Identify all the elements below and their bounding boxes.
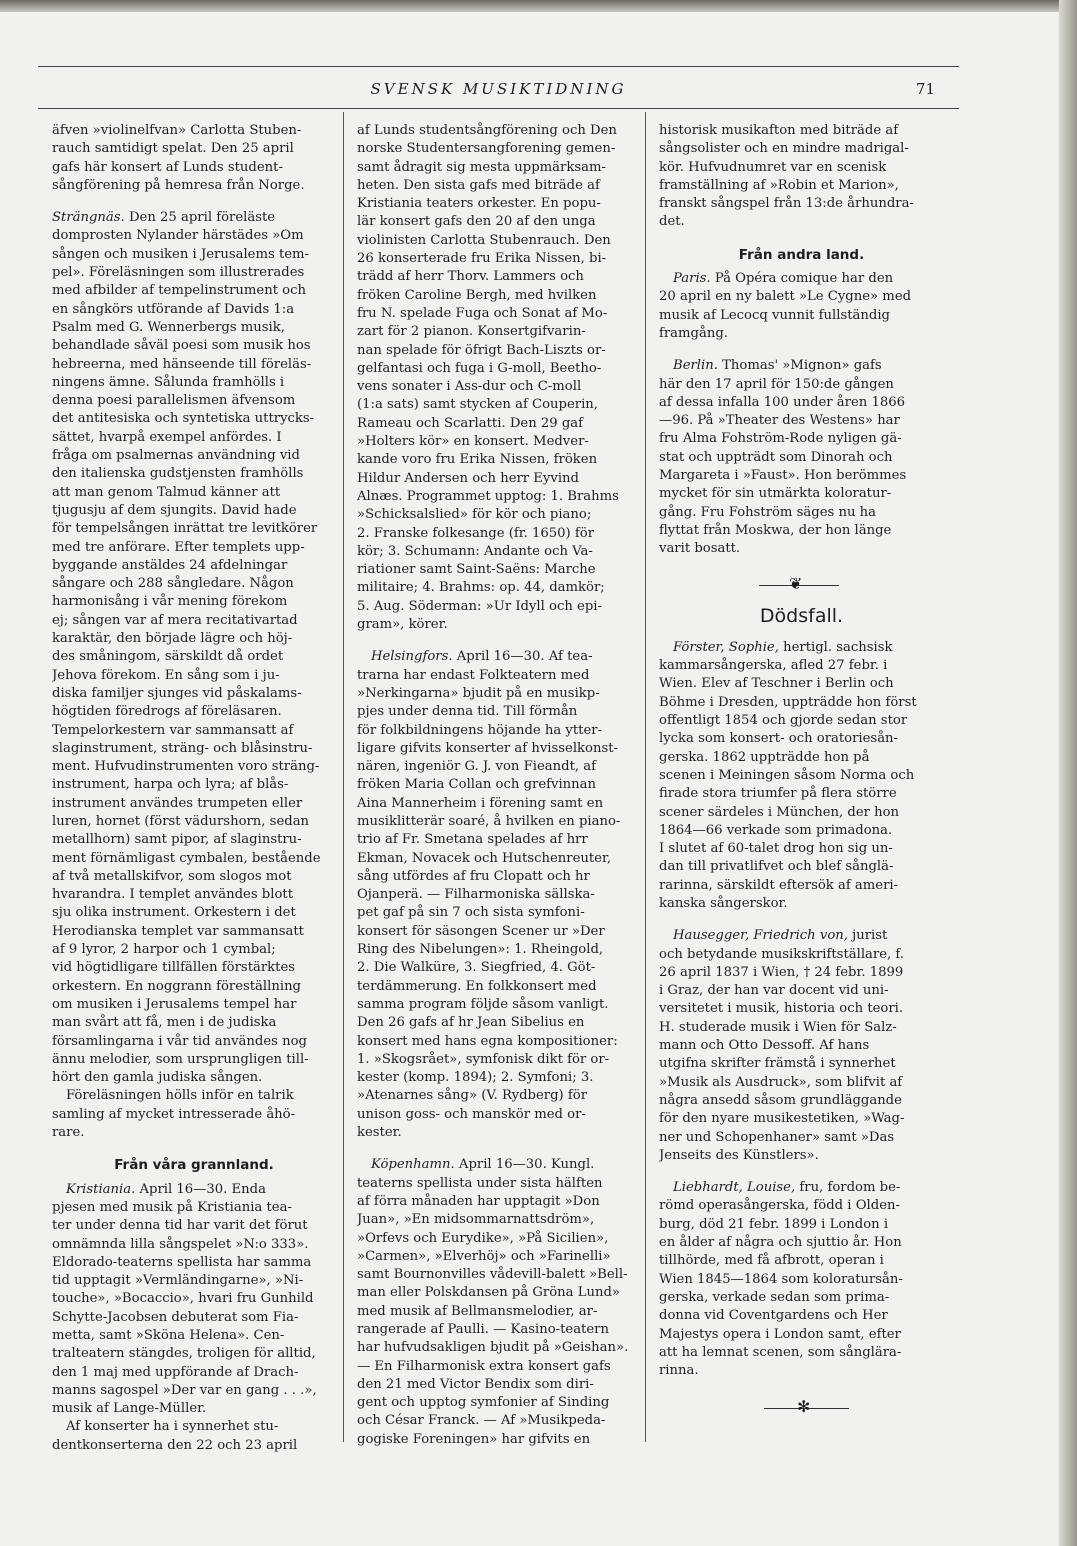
- text-line: sångförening på hemresa från Norge.: [52, 177, 305, 193]
- text-line: samt Bournonvilles vådevill-balett »Bell-: [357, 1267, 628, 1283]
- text-line: med afbilder af tempelinstrument och: [52, 283, 307, 299]
- text-line: denna poesi parallelismen äfvensom: [52, 393, 296, 409]
- text-line: terdämmerung. En folkkonsert med: [357, 978, 597, 994]
- text-line: diska familjer sjunges vid påskalams-: [52, 685, 302, 701]
- text-line: 26 april 1837 i Wien, † 24 febr. 1899: [659, 964, 904, 980]
- text-line: Rameau och Scarlatti. Den 29 gaf: [357, 415, 584, 431]
- text-line: Den 26 gafs af hr Jean Sibelius en: [357, 1015, 585, 1031]
- text-line: för folkbildningens höjande ha ytter-: [357, 722, 603, 738]
- text-line: »Schicksalslied» för kör och piano;: [357, 507, 592, 523]
- place-name: Helsingfors.: [371, 649, 453, 665]
- text-line: Ring des Nibelungen»: 1. Rheingold,: [357, 942, 604, 958]
- text-line: äfven »violinelfvan» Carlotta Stuben-: [52, 123, 302, 138]
- column-2: [357, 122, 637, 1449]
- text-line: Schytte-Jacobsen debuterat som Fia-: [52, 1309, 299, 1325]
- running-header: [38, 80, 959, 102]
- text-line: hvarandra. I templet användes blott: [52, 887, 293, 903]
- text-line: rare.: [52, 1125, 85, 1141]
- text-line: med tre anförare. Efter templets upp-: [52, 539, 305, 555]
- text-line: rarinna, särskildt eftersök af ameri-: [659, 877, 899, 893]
- text-line: fråga om psalmernas användning vid: [52, 448, 300, 464]
- text-line: metallhorn) samt pipor, af slaginstru-: [52, 832, 302, 848]
- text-line: lycka som konsert- och oratoriesån-: [659, 731, 899, 747]
- place-name: Paris.: [673, 271, 711, 287]
- text-line: riationer samt Saint-Saëns: Marche: [357, 562, 596, 578]
- text-line: Wien 1845—1864 som koloratursån-: [659, 1271, 903, 1287]
- text-line: lär konsert gafs den 20 af den unga: [357, 214, 596, 230]
- text-line: ter under denna tid har varit det förut: [52, 1218, 308, 1234]
- text-line: en ålder af några och sjuttio år. Hon: [659, 1235, 902, 1251]
- text-line: metta, samt »Sköna Helena». Cen-: [52, 1328, 285, 1343]
- text-line: af Lunds studentsångförening och Den: [357, 123, 617, 138]
- text-line: dan till privatlifvet och blef sånglä-: [659, 859, 894, 875]
- text-line: harmonisång i vår mening förekom: [52, 594, 288, 610]
- text-line: kester.: [357, 1125, 402, 1141]
- text-line: byggande anstäldes 24 afdelningar: [52, 557, 288, 573]
- text-line: tralteatern stängdes, troligen för alltid,: [52, 1346, 316, 1362]
- text-line: gent och upptog symfonier af Sinding: [357, 1395, 610, 1411]
- text-line: sju olika instrument. Orkestern i det: [52, 905, 296, 921]
- text-line: gram», körer.: [357, 617, 448, 633]
- publication-title: SVENSK MUSIKTIDNING: [370, 80, 627, 98]
- text-line: sångsolister och en mindre madrigal-: [659, 141, 909, 157]
- text-line: mycket för sin utmärkta koloratur-: [659, 486, 892, 502]
- text-line: 5. Aug. Söderman: »Ur Idyll och epi-: [357, 598, 602, 614]
- text-line: militaire; 4. Brahms: op. 44, damkör;: [357, 580, 605, 596]
- text-line: Ekman, Novacek och Hutschenreuter,: [357, 850, 612, 866]
- text-line: rangerade af Paulli. — Kasino-teatern: [357, 1322, 609, 1337]
- text-line: »Holters kör» en konsert. Medver-: [357, 434, 589, 450]
- text-line: kör. Hufvudnumret var en scenisk: [659, 159, 887, 175]
- text-line: gerska. 1862 uppträdde hon på: [659, 749, 870, 765]
- text-line: af förra månaden har upptagit »Don: [357, 1193, 600, 1209]
- text-line: omnämnda lilla sångspelet »N:o 333».: [52, 1236, 309, 1252]
- person-name: Hausegger, Friedrich von,: [673, 928, 848, 944]
- column-divider: [645, 112, 646, 1442]
- text-line: ännu melodier, som ursprungligen till-: [52, 1051, 309, 1067]
- section-heading-large: Dödsfall.: [759, 604, 844, 627]
- text-line: instrument, harpa och lyra; af blås-: [52, 777, 289, 793]
- text-line: zart för 2 pianon. Konsertgifvarin-: [357, 324, 586, 340]
- text-line: 1864—66 verkade som primadona.: [659, 822, 893, 838]
- text-line: pel». Föreläsningen som illustrerades: [52, 265, 305, 281]
- text-line: historisk musikafton med biträde af: [659, 123, 899, 138]
- text-line: gerska, verkade sedan som prima-: [659, 1289, 890, 1305]
- text-line: »Orfevs och Eurydike», »På Sicilien»,: [357, 1230, 609, 1246]
- text-line: af 9 lyror, 2 harpor och 1 cymbal;: [52, 942, 276, 958]
- text-line: Hildur Andersen och herr Eyvind: [357, 470, 579, 486]
- text-line: konsert för säsongen Scener ur »Der: [357, 923, 605, 939]
- ornament-icon: ❦: [789, 573, 803, 593]
- top-rule: [38, 66, 959, 67]
- text-line: Strängnäs. Den 25 april föreläste: [52, 210, 276, 226]
- text-line: några ansedd såsom grundläggande: [659, 1092, 902, 1108]
- text-line: vid högtidligare tillfällen förstärktes: [52, 960, 296, 976]
- text-line: trarna har endast Folkteatern med: [357, 667, 590, 683]
- text-line: att ha lemnat scenen, som sånglära-: [659, 1344, 902, 1360]
- text-line: scener särdeles i München, der hon: [659, 804, 900, 820]
- text-line: högtiden föredrogs af föreläsaren.: [52, 704, 282, 720]
- text-line: musiklitterär soaré, å hvilken en piano-: [357, 813, 621, 829]
- text-line: manns sagospel »Der var en gang . . .»,: [52, 1382, 317, 1398]
- person-name: Förster, Sophie,: [673, 639, 779, 655]
- text-line: — En Filharmonisk extra konsert gafs: [357, 1358, 611, 1374]
- text-line: den 21 med Victor Bendix som diri-: [357, 1376, 594, 1392]
- header-rule: [38, 108, 959, 109]
- text-line: nan spelade för öfrigt Bach-Liszts or-: [357, 342, 606, 358]
- text-line: teaterns spellista under sista hälften: [357, 1175, 603, 1191]
- text-line: har hufvudsakligen bjudit på »Geishan».: [357, 1340, 629, 1356]
- text-line: utgifna skrifter främstå i synnerhet: [659, 1056, 896, 1072]
- text-line: orkestern. En noggrann föreställning: [52, 978, 302, 994]
- text-line: 1. »Skogsrået», symfonisk dikt för or-: [357, 1051, 610, 1067]
- text-line: med musik af Bellmansmelodier, ar-: [357, 1303, 598, 1319]
- text-line: des småningom, särskildt då ordet: [52, 649, 284, 665]
- text-line: Tempelorkestern var sammansatt af: [52, 722, 294, 738]
- text-line: slaginstrument, sträng- och blåsinstru-: [52, 740, 313, 756]
- text-line: tillhörde, med få afbrott, operan i: [659, 1253, 884, 1269]
- text-line: Paris. På Opéra comique har den: [673, 271, 894, 287]
- text-line: Förster, Sophie, hertigl. sachsisk: [673, 639, 893, 655]
- text-line: kör; 3. Schumann: Andante och Va-: [357, 543, 593, 559]
- text-line: pjes under denna tid. Till förmån: [357, 704, 578, 720]
- text-line: att man genom Talmud känner att: [52, 484, 281, 500]
- text-line: pjesen med musik på Kristiania tea-: [52, 1199, 292, 1215]
- text-line: trio af Fr. Smetana spelades af hrr: [357, 832, 588, 848]
- text-line: »Musik als Ausdruck», som blifvit af: [659, 1074, 903, 1090]
- text-line: »Nerkingarna» bjudit på en musikp-: [357, 685, 600, 701]
- text-line: sättet, hvarpå exempel anfördes. I: [52, 429, 282, 445]
- text-line: Af konserter ha i synnerhet stu-: [66, 1419, 279, 1435]
- column-3: [659, 122, 944, 1422]
- text-line: Kristiania teaters orkester. En popu-: [357, 196, 601, 212]
- text-line: versitetet i musik, historia och teori.: [659, 1001, 904, 1017]
- text-line: musik af Lecocq vunnit fullständig: [659, 307, 890, 323]
- text-line: hört den gamla judiska sången.: [52, 1070, 263, 1086]
- text-line: ningens ämne. Sålunda framhölls i: [52, 374, 285, 390]
- place-name: Kristiania.: [66, 1181, 136, 1197]
- text-line: violinisten Carlotta Stubenrauch. Den: [357, 232, 611, 248]
- text-line: fru N. spelade Fuga och Sonat af Mo-: [357, 305, 608, 321]
- text-line: flyttat från Moskwa, der hon länge: [659, 522, 892, 538]
- text-line: af dessa infalla 100 under åren 1866: [659, 394, 906, 410]
- text-line: Föreläsningen hölls inför en talrik: [66, 1088, 294, 1104]
- text-line: touche», »Bocaccio», hvari fru Gunhild: [52, 1291, 314, 1307]
- text-line: fröken Caroline Bergh, med hvilken: [357, 287, 597, 303]
- text-line: ner und Schopenhaner» samt »Das: [659, 1129, 895, 1145]
- text-line: kande voro fru Erika Nissen, fröken: [357, 452, 598, 468]
- text-line: 20 april en ny balett »Le Cygne» med: [659, 289, 912, 305]
- text-line: »Atenarnes sång» (V. Rydberg) för: [357, 1088, 587, 1104]
- text-line: tjugusju af dem sjungits. David hade: [52, 502, 297, 518]
- text-line: Böhme i Dresden, uppträdde hon först: [659, 694, 917, 710]
- text-line: dentkonserterna den 22 och 23 april: [52, 1437, 298, 1453]
- text-line: römd operasångerska, född i Olden-: [659, 1198, 900, 1214]
- text-line: 2. Franske folkesange (fr. 1650) för: [357, 525, 595, 541]
- text-line: unison goss- och manskör med or-: [357, 1106, 586, 1122]
- text-line: det antitesiska och syntetiska uttrycks-: [52, 411, 315, 427]
- text-line: Alnæs. Programmet upptog: 1. Brahms: [357, 488, 619, 504]
- text-line: fru Alma Fohström-Rode nyligen gä-: [659, 431, 902, 447]
- text-line: för den nyare musikestetiken, »Wag-: [659, 1111, 905, 1127]
- text-line: sång utfördes af fru Clopatt och hr: [357, 868, 590, 884]
- text-line: gogiske Foreningen» har gifvits en: [357, 1431, 591, 1447]
- text-line: Herodianska templet var sammansatt: [52, 923, 304, 939]
- text-line: trädd af herr Thorv. Lammers och: [357, 269, 584, 285]
- text-line: i Graz, der han var docent vid uni-: [659, 983, 889, 999]
- text-line: Hausegger, Friedrich von, jurist: [673, 928, 888, 944]
- text-line: tid upptagit »Vermländingarne», »Ni-: [52, 1273, 304, 1289]
- text-line: sången och musiken i Jerusalems tem-: [52, 246, 310, 262]
- text-line: Jehova förekom. En sång som i ju-: [52, 667, 280, 683]
- text-line: pet gaf på sin 7 och sista symfoni-: [357, 905, 585, 921]
- text-line: firade stora triumfer på flera större: [659, 786, 897, 802]
- text-line: »Carmen», »Elverhöj» och »Farinelli»: [357, 1248, 611, 1264]
- text-line: och betydande musikskriftställare, f.: [659, 946, 904, 962]
- text-line: ligare gifvits konserter af hvisselkonst-: [357, 740, 619, 756]
- text-line: karaktär, den började lägre och höj-: [52, 631, 293, 647]
- text-line: Aina Mannerheim i förening samt en: [357, 795, 604, 811]
- text-line: Ojanperä. — Filharmoniska sällska-: [357, 887, 595, 903]
- place-name: Köpenhamn.: [371, 1157, 455, 1173]
- ornament-divider: [659, 573, 944, 599]
- text-line: ment förnämligast cymbalen, bestående: [52, 850, 321, 866]
- text-line: gång. Fru Fohström säges nu ha: [659, 504, 877, 520]
- text-line: musik af Lange-Müller.: [52, 1401, 207, 1417]
- text-line: burg, död 21 febr. 1899 i London i: [659, 1216, 889, 1232]
- text-line: framställning af »Robin et Marion»,: [659, 177, 899, 193]
- text-line: gafs här konsert af Lunds student-: [52, 159, 283, 175]
- ornament-icon: ✻: [797, 1397, 811, 1417]
- text-line: sångare och 288 sångledare. Någon: [52, 576, 294, 592]
- text-line: Majestys opera i London samt, efter: [659, 1326, 901, 1342]
- text-line: Margareta i »Faust». Hon berömmes: [659, 468, 907, 484]
- text-line: rauch samtidigt spelat. Den 25 april: [52, 141, 294, 157]
- text-line: varit bosatt.: [659, 541, 741, 557]
- text-line: donna vid Coventgardens och Her: [659, 1308, 888, 1324]
- text-line: 26 konserterade fru Erika Nissen, bi-: [357, 251, 607, 267]
- text-line: Psalm med G. Wennerbergs musik,: [52, 319, 285, 335]
- text-line: fröken Maria Collan och grefvinnan: [357, 777, 597, 793]
- text-line: ej; sången var af mera recitativartad: [52, 612, 298, 628]
- text-line: för tempelsången inrättat tre levitkörer: [52, 521, 318, 537]
- place-name: Berlin.: [673, 358, 718, 374]
- text-line: franskt sångspel från 13:de århundra-: [659, 196, 914, 212]
- text-line: Kristiania. April 16—30. Enda: [66, 1181, 266, 1197]
- text-line: heten. Den sista gafs med biträde af: [357, 177, 600, 193]
- section-heading: Från våra grannland.: [114, 1157, 274, 1174]
- text-line: Liebhardt, Louise, fru, fordom be-: [673, 1180, 901, 1196]
- text-line: Eldorado-teaterns spellista har samma: [52, 1254, 312, 1270]
- text-line: en sångkörs utförande af Davids 1:a: [52, 301, 295, 317]
- text-line: kanska sångerskor.: [659, 895, 788, 911]
- text-line: man eller Polskdansen på Gröna Lund»: [357, 1285, 620, 1301]
- text-line: den 1 maj med uppförande af Drach-: [52, 1364, 299, 1380]
- text-line: instrument användes trumpeten eller: [52, 795, 303, 811]
- text-line: Wien. Elev af Teschner i Berlin och: [659, 676, 894, 692]
- text-line: samling af mycket intresserade åhö-: [52, 1106, 296, 1122]
- text-line: Helsingfors. April 16—30. Af tea-: [371, 649, 593, 665]
- place-name: Strängnäs.: [52, 210, 125, 226]
- text-line: det.: [659, 214, 685, 230]
- text-line: scenen i Meiningen såsom Norma och: [659, 767, 915, 783]
- text-line: domprosten Nylander härstädes »Om: [52, 228, 304, 244]
- text-line: och César Franck. — Af »Musikpeda-: [357, 1413, 606, 1429]
- text-line: gelfantasi och fuga i G-moll, Beetho-: [357, 360, 602, 376]
- text-line: konsert med hans egna kompositioner:: [357, 1033, 618, 1049]
- section-heading: Från andra land.: [738, 246, 865, 263]
- text-line: af två metallskifvor, som slogos mot: [52, 868, 292, 884]
- text-line: H. studerade musik i Wien för Salz-: [659, 1019, 897, 1035]
- text-line: samma program följde såsom vanligt.: [357, 996, 609, 1012]
- text-line: 2. Die Walküre, 3. Siegfried, 4. Göt-: [357, 960, 596, 976]
- text-line: nären, ingeniör G. J. von Fieandt, af: [357, 759, 597, 775]
- ornament-divider: [659, 1396, 944, 1422]
- text-line: hebreerna, med hänseende till föreläs-: [52, 356, 312, 372]
- text-line: ment. Hufvudinstrumenten voro sträng-: [52, 759, 320, 775]
- text-line: den italienska gudstjensten framhölls: [52, 466, 304, 482]
- text-line: offentligt 1854 och gjorde sedan stor: [659, 713, 908, 729]
- text-line: kester (komp. 1894); 2. Symfoni; 3.: [357, 1070, 594, 1086]
- text-line: församlingarna i vår tid användes nog: [52, 1033, 307, 1049]
- text-line: luren, hornet (först vädurshorn, sedan: [52, 813, 310, 829]
- text-line: Jenseits des Künstlers».: [659, 1147, 819, 1163]
- text-line: (1:a sats) samt stycken af Couperin,: [357, 397, 598, 413]
- text-line: samt ådragit sig mesta uppmärksam-: [357, 159, 606, 175]
- column-divider: [343, 112, 344, 1442]
- text-line: om musiken i Jerusalems tempel har: [52, 996, 297, 1012]
- text-line: behandlade såväl poesi som musik hos: [52, 338, 311, 354]
- text-line: I slutet af 60-talet drog hon sig un-: [659, 841, 893, 857]
- text-line: Juan», »En midsommarnattsdröm»,: [357, 1212, 595, 1228]
- text-line: Köpenhamn. April 16—30. Kungl.: [371, 1157, 595, 1173]
- text-line: man svårt att få, men i de judiska: [52, 1015, 277, 1031]
- scan-right-edge: [1059, 0, 1077, 1546]
- text-line: norske Studentersangforening gemen-: [357, 141, 616, 157]
- text-line: —96. På »Theater des Westens» har: [659, 413, 900, 429]
- column-1: [52, 122, 336, 1455]
- page-number: 71: [915, 80, 935, 98]
- text-line: framgång.: [659, 325, 728, 341]
- text-line: vens sonater i Ass-dur och C-moll: [357, 379, 582, 395]
- text-line: här den 17 april för 150:de gången: [659, 376, 894, 392]
- scan-top-edge: [0, 0, 1077, 12]
- text-line: mann och Otto Dessoff. Af hans: [659, 1038, 870, 1054]
- person-name: Liebhardt, Louise,: [673, 1180, 796, 1196]
- text-line: kammarsångerska, afled 27 febr. i: [659, 658, 888, 674]
- text-line: stat och uppträdt som Dinorah och: [659, 449, 893, 465]
- text-line: rinna.: [659, 1363, 699, 1379]
- text-line: Berlin. Thomas' »Mignon» gafs: [673, 358, 882, 374]
